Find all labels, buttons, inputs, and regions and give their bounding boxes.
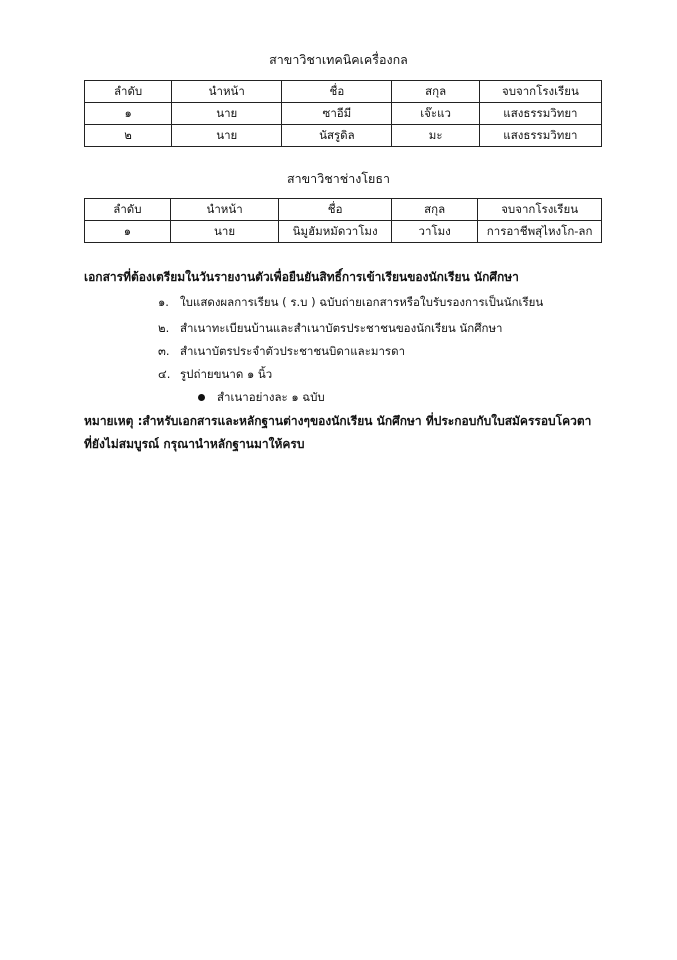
list-item	[158, 320, 503, 338]
note-paragraph	[84, 410, 614, 456]
list-item-number: ๔.	[158, 367, 171, 381]
cell-first-name: นัสรูดิล	[282, 125, 392, 147]
list-item-text: สำเนาบัตรประจำตัวประชาชนบิดาและมารดา	[180, 344, 406, 358]
section-title-civil: สาขาวิชาช่างโยธา	[286, 171, 391, 186]
sub-bullet-text: สำเนาอย่างละ ๑ ฉบับ	[217, 390, 325, 404]
note-line-2: ที่ยังไม่สมบูรณ์ กรุณานำหลักฐานมาให้ครบ	[84, 437, 305, 451]
cell-prefix: นาย	[170, 221, 278, 243]
header-last-name: สกุล	[392, 199, 478, 221]
cell-order: ๒	[85, 125, 172, 147]
documents-heading: เอกสารที่ต้องเตรียมในวันรายงานตัวเพื่อยืนยันสิทธิ์การเข้าเรียนของนักเรียน นักศึกษา	[84, 270, 519, 284]
header-last-name: สกุล	[392, 81, 479, 103]
bullet-icon	[198, 394, 205, 401]
cell-prefix: นาย	[172, 103, 282, 125]
cell-last-name: มะ	[392, 125, 479, 147]
cell-order: ๑	[85, 221, 171, 243]
section-title-mechanical: สาขาวิชาเทคนิคเครื่องกล	[269, 52, 408, 67]
list-item-text: ใบแสดงผลการเรียน ( ร.บ ) ฉบับถ่ายเอกสารหรือใบรับรองการเป็นนักเรียน	[180, 295, 544, 309]
list-item-text: รูปถ่ายขนาด ๑ นิ้ว	[180, 367, 273, 381]
list-item-text: สำเนาทะเบียนบ้านและสำเนาบัตรประชาชนของนักเรียน นักศึกษา	[180, 321, 503, 335]
roster-table-civil	[84, 198, 602, 243]
roster-table-mechanical	[84, 80, 602, 147]
header-first-name: ชื่อ	[279, 199, 392, 221]
cell-school: แสงธรรมวิทยา	[479, 103, 601, 125]
header-first-name: ชื่อ	[282, 81, 392, 103]
header-prefix: นำหน้า	[170, 199, 278, 221]
header-order: ลำดับ	[85, 81, 172, 103]
cell-last-name: เจ๊ะแว	[392, 103, 479, 125]
table-row	[85, 221, 602, 243]
list-item-number: ๒.	[158, 321, 170, 335]
header-prefix: นำหน้า	[172, 81, 282, 103]
sub-bullet-item	[198, 389, 325, 407]
cell-order: ๑	[85, 103, 172, 125]
header-order: ลำดับ	[85, 199, 171, 221]
table-row	[85, 125, 602, 147]
cell-first-name: ซาอีมี	[282, 103, 392, 125]
cell-school: การอาชีพสุไหงโก-ลก	[478, 221, 602, 243]
cell-school: แสงธรรมวิทยา	[479, 125, 601, 147]
note-line-1: หมายเหตุ :สำหรับเอกสารและหลักฐานต่างๆของนักเรียน นักศึกษา ที่ประกอบกับใบสมัครรอบโควตา	[84, 414, 592, 428]
table-header-row	[85, 81, 602, 103]
list-item-number: ๓.	[158, 344, 170, 358]
list-item	[158, 343, 405, 361]
list-item	[158, 366, 272, 384]
header-school: จบจากโรงเรียน	[478, 199, 602, 221]
list-item	[158, 294, 543, 312]
list-item-number: ๑.	[158, 295, 169, 309]
cell-prefix: นาย	[172, 125, 282, 147]
cell-first-name: นิมูฮัมหมัดวาโมง	[279, 221, 392, 243]
cell-last-name: วาโมง	[392, 221, 478, 243]
header-school: จบจากโรงเรียน	[479, 81, 601, 103]
table-row	[85, 103, 602, 125]
table-header-row	[85, 199, 602, 221]
